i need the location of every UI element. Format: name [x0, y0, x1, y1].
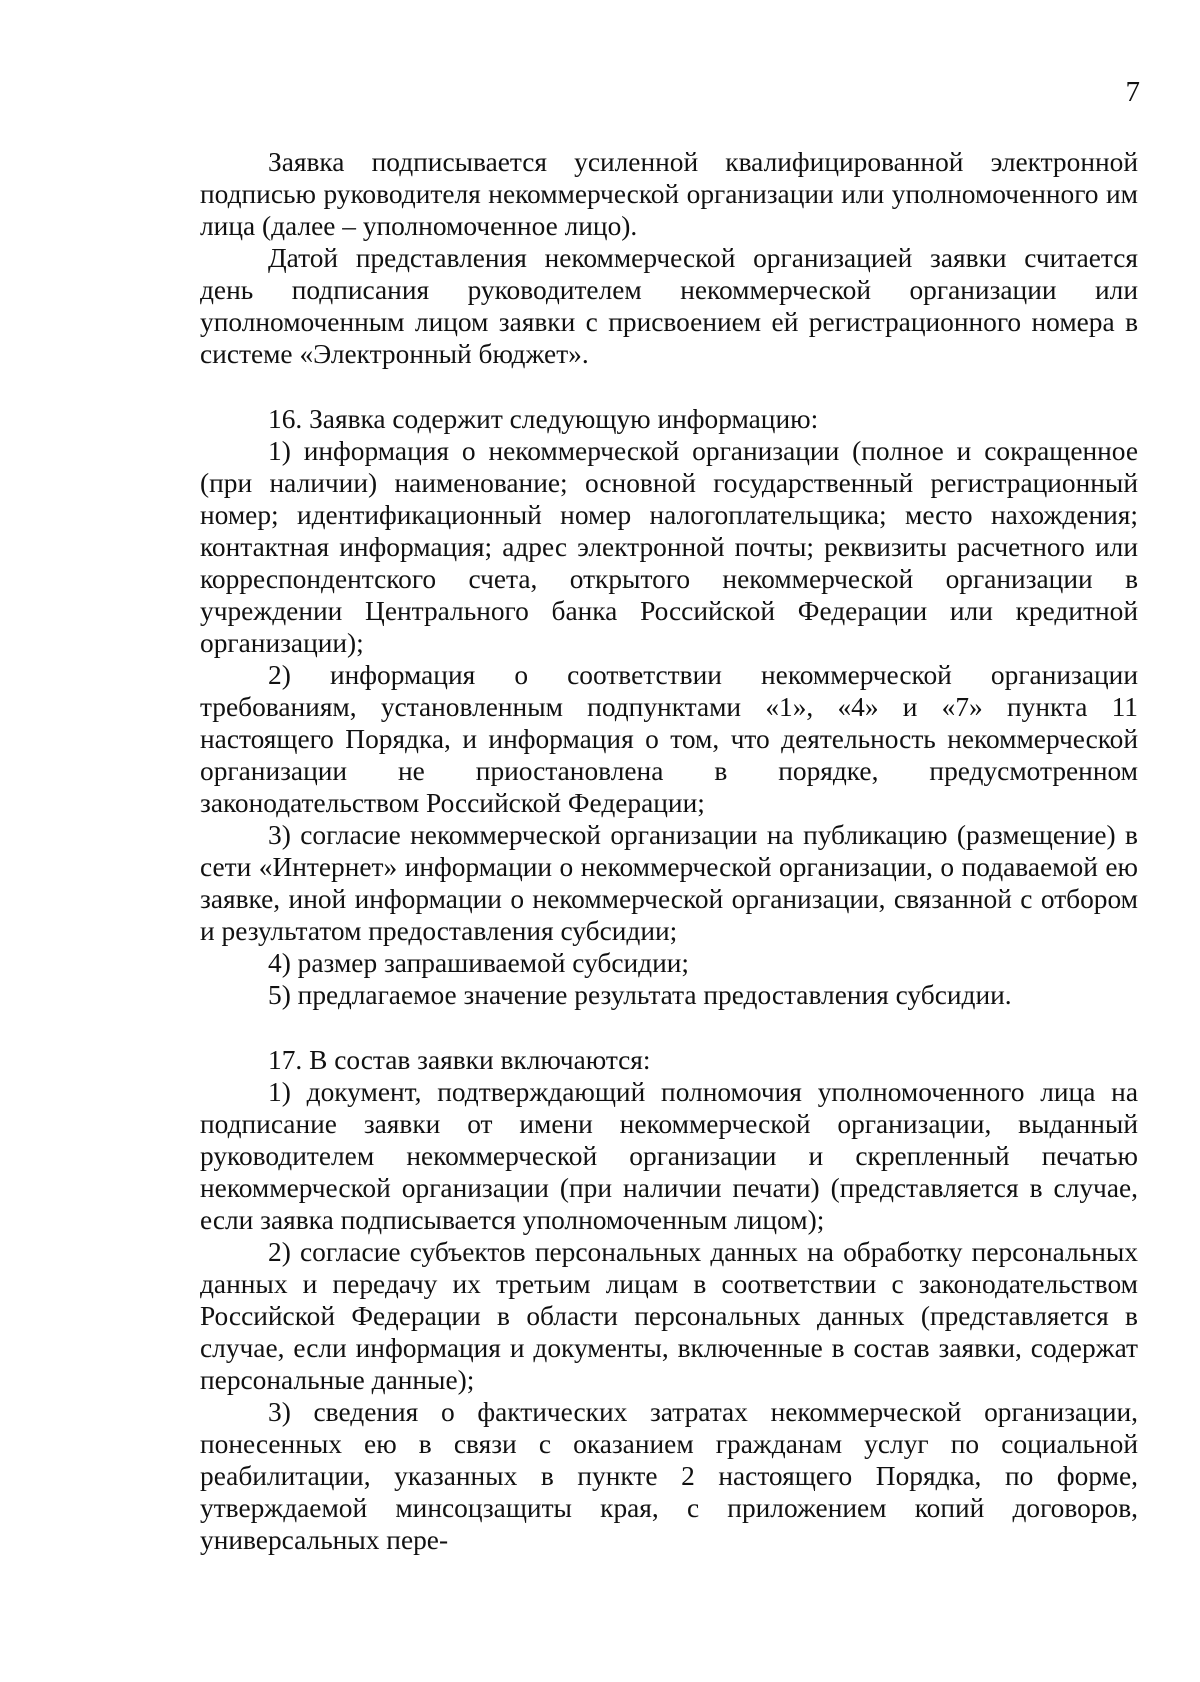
- section-17-item-3: 3) сведения о фактических затратах некоммерческой организации, понесенных ею в связи с оказанием гражданам услуг по социальной реабилитации, указанных в пункте 2 настоящего Порядка, по форме, утверждаемой минсоцзащиты края, с приложением копий договоров, универсальных пере-: [200, 1397, 1138, 1555]
- section-17-item-1: 1) документ, подтверждающий полномочия уполномоченного лица на подписание заявки от имени некоммерческой организации, выданный руководителем некоммерческой организации и скрепленный печатью некоммерческой организации (при наличии печати) (представляется в случае, если заявка подписывается уполномоченным лицом);: [200, 1077, 1138, 1235]
- section-17-heading: 17. В состав заявки включаются:: [268, 1045, 651, 1075]
- paragraph-submission-date: Датой представления некоммерческой организацией заявки считается день подписания руководителем некоммерческой организации или уполномоченным лицом заявки с присвоением ей регистрационного номера в системе «Электронный бюджет».: [200, 243, 1138, 369]
- section-16-item-4: 4) размер запрашиваемой субсидии;: [268, 948, 690, 978]
- section-17-item-2: 2) согласие субъектов персональных данных на обработку персональных данных и передачу их третьим лицам в соответствии с законодательством Российской Федерации в области персональных данных (представляется в случае, если информация и документы, включенные в состав заявки, содержат персональные данные);: [200, 1237, 1138, 1395]
- section-17-list: [200, 1076, 1138, 1556]
- section-16-list: [200, 435, 1138, 1011]
- section-16-item-2: 2) информация о соответствии некоммерческой организации требованиям, установленным подпунктами «1», «4» и «7» пункта 11 настоящего Порядка, и информация о том, что деятельность некоммерческой организации не приостановлена в порядке, предусмотренном законодательством Российской Федерации;: [200, 660, 1138, 818]
- section-16-item-3: 3) согласие некоммерческой организации на публикацию (размещение) в сети «Интернет» информации о некоммерческой организации, о подаваемой ею заявке, иной информации о некоммерческой организации, связанной с отбором и результатом предоставления субсидии;: [200, 820, 1138, 946]
- paragraph-signature: Заявка подписывается усиленной квалифицированной электронной подписью руководителя некоммерческой организации или уполномоченного им лица (далее – уполномоченное лицо).: [200, 147, 1138, 241]
- page-number: 7: [1125, 76, 1140, 108]
- section-16-item-5: 5) предлагаемое значение результата предоставления субсидии.: [268, 980, 1012, 1010]
- section-16-item-1: 1) информация о некоммерческой организации (полное и сокращенное (при наличии) наименование; основной государственный регистрационный номер; идентификационный номер налогоплательщика; место нахождения; контактная информация; адрес электронной почты; реквизиты расчетного или корреспондентского счета, открытого некоммерческой организации в учреждении Центрального банка Российской Федерации или кредитной организации);: [200, 436, 1138, 658]
- section-16-heading: 16. Заявка содержит следующую информацию:: [268, 404, 819, 434]
- document-body: [200, 146, 1138, 1556]
